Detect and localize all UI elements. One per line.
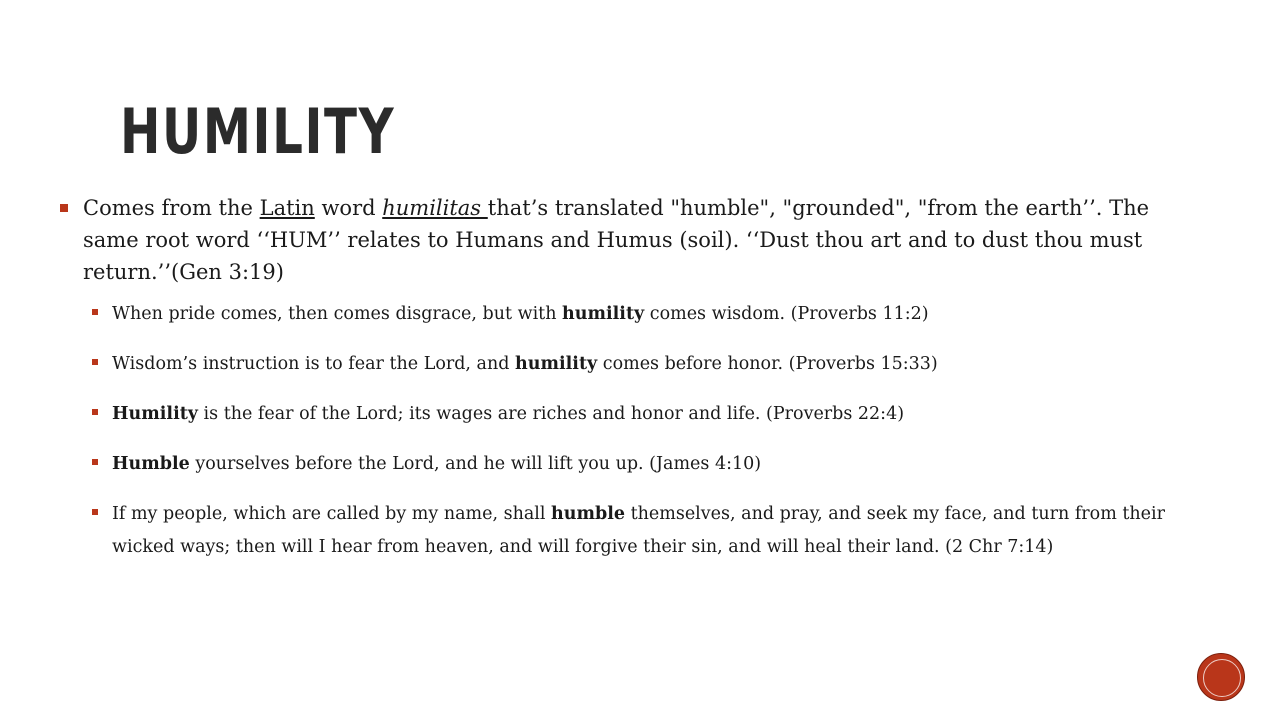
- verse-item: [92, 448, 1192, 481]
- verse-item: [92, 348, 1192, 381]
- square-bullet-icon: [92, 459, 98, 465]
- slide-title: HUMILITY: [120, 95, 396, 168]
- verse-text-after: comes wisdom. (Proverbs 11:2): [644, 304, 929, 324]
- verse-text: [112, 448, 761, 481]
- verse-text: [112, 348, 938, 381]
- verse-keyword: humble: [551, 504, 626, 524]
- verse-text: [112, 298, 929, 331]
- decorative-circle-ring: [1203, 659, 1241, 697]
- verse-keyword: Humility: [112, 404, 198, 424]
- verse-text-after: themselves, and pray, and seek my face, and turn from their wicked ways; then will I hear from heaven, and will forgive their sin, and will heal their land. (2 Chr 7:14): [112, 504, 1165, 557]
- verse-item: [92, 498, 1192, 564]
- square-bullet-icon: [92, 509, 98, 515]
- verse-item: [92, 398, 1192, 431]
- latin-word: Latin: [259, 196, 315, 220]
- verse-keyword: Humble: [112, 454, 190, 474]
- main-bullet-point: [60, 192, 1200, 288]
- verse-text: [112, 398, 904, 431]
- verse-text-before: Wisdom’s instruction is to fear the Lord, and: [112, 354, 516, 374]
- verse-text-after: yourselves before the Lord, and he will lift you up. (James 4:10): [189, 454, 762, 474]
- square-bullet-icon: [60, 204, 68, 212]
- verse-list: [92, 298, 1192, 581]
- main-text-mid: word: [314, 196, 383, 220]
- verse-text-before: When pride comes, then comes disgrace, but with: [112, 304, 563, 324]
- square-bullet-icon: [92, 309, 98, 315]
- verse-keyword: humility: [515, 354, 598, 374]
- verse-item: [92, 298, 1192, 331]
- main-text-prefix: Comes from the: [83, 196, 260, 220]
- square-bullet-icon: [92, 359, 98, 365]
- verse-text-before: If my people, which are called by my name, shall: [112, 504, 552, 524]
- main-text-rest: that’s translated "humble", "grounded", "from the earth’’. The same root word ‘‘HUM’’ relates to Humans and Humus (soil). ‘‘Dust thou art and to dust thou must return.’’(Gen 3:19): [83, 196, 1150, 284]
- main-bullet-text: [83, 192, 1200, 288]
- humilitas-word: humilitas: [382, 196, 488, 220]
- square-bullet-icon: [92, 409, 98, 415]
- verse-text-after: is the fear of the Lord; its wages are riches and honor and life. (Proverbs 22:4): [197, 404, 905, 424]
- verse-keyword: humility: [562, 304, 645, 324]
- decorative-circle-icon: [1197, 653, 1245, 701]
- verse-text-after: comes before honor. (Proverbs 15:33): [597, 354, 938, 374]
- verse-text: [112, 498, 1192, 564]
